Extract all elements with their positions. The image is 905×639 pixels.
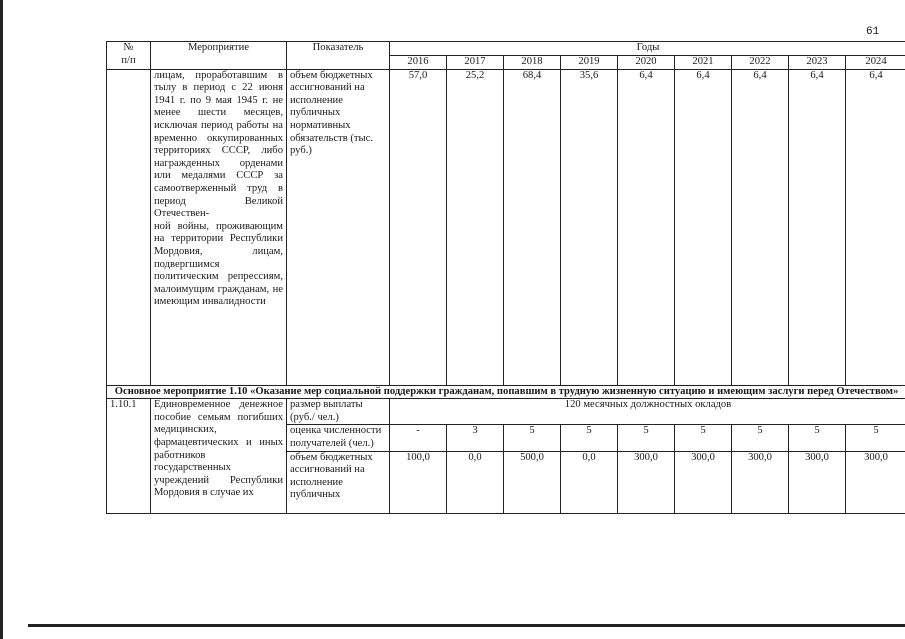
- count-cell: 5: [789, 425, 846, 451]
- year-cell: 2019: [561, 55, 618, 69]
- amount-cell: 300,0: [846, 451, 905, 513]
- row2-indicator-count: оценка численности получателей (чел.): [287, 425, 390, 451]
- count-cell: 5: [618, 425, 675, 451]
- year-cell: 2024: [846, 55, 905, 69]
- count-cell: 5: [504, 425, 561, 451]
- row2-merged-value: 120 месячных должностных окладов: [390, 399, 905, 425]
- year-cell: 2022: [732, 55, 789, 69]
- page-number: 61: [866, 26, 880, 38]
- count-cell: 5: [561, 425, 618, 451]
- count-cell: -: [390, 425, 447, 451]
- year-cell: 2020: [618, 55, 675, 69]
- program-table: [106, 41, 905, 514]
- value-cell: 6,4: [618, 69, 675, 385]
- header-indicator: Показатель: [287, 42, 390, 70]
- count-cell: 5: [675, 425, 732, 451]
- section-title: Основное мероприятие 1.10 «Оказание мер социальной поддержки гражданам, попавшим в трудную жизненную ситуацию и имеющим заслуги перед Отечеством»: [107, 385, 905, 399]
- row2-indicator-budget: объем бюджетных ассигнований на исполнение публичных: [287, 451, 390, 513]
- count-cell: 5: [846, 425, 905, 451]
- row2-activity: Единовременное денежное пособие семьям погибших медицинских, фармацевтических и иных работников государственных учреждений Республики Мордовия в случае их: [151, 399, 287, 513]
- row2-num: 1.10.1: [107, 399, 151, 513]
- count-cell: 3: [447, 425, 504, 451]
- amount-cell: 0,0: [561, 451, 618, 513]
- scan-bottom-edge: [28, 624, 905, 627]
- header-activity: Мероприятие: [151, 42, 287, 70]
- row1-indicator: объем бюджетных ассигнований на исполнение публичных нормативных обязательств (тыс. руб.): [287, 69, 390, 385]
- count-cell: 5: [732, 425, 789, 451]
- value-cell: 68,4: [504, 69, 561, 385]
- value-cell: 35,6: [561, 69, 618, 385]
- table-row: [107, 399, 905, 425]
- amount-cell: 300,0: [732, 451, 789, 513]
- year-cell: 2023: [789, 55, 846, 69]
- header-years: Годы: [390, 42, 905, 56]
- year-cell: 2016: [390, 55, 447, 69]
- row2-indicator-payment: размер выплаты (руб./ чел.): [287, 399, 390, 425]
- value-cell: 6,4: [789, 69, 846, 385]
- amount-cell: 300,0: [789, 451, 846, 513]
- row1-activity: лицам, проработавшим в тылу в период с 22 июня 1941 г. по 9 мая 1945 г. не менее шести месяцев, исключая период работы на временно оккупированных территориях СССР, либо награжденных орденами или медалями СССР за самоотверженный труд в период Великой Отечествен- ной войны, проживающим на территории Республики Мордовия, лицам, подвергшимся политическим репрессиям, малоимущим гражданам, не имеющим инвалидности: [151, 69, 287, 385]
- amount-cell: 0,0: [447, 451, 504, 513]
- amount-cell: 300,0: [618, 451, 675, 513]
- row1-num: [107, 69, 151, 385]
- value-cell: 25,2: [447, 69, 504, 385]
- year-cell: 2018: [504, 55, 561, 69]
- value-cell: 6,4: [675, 69, 732, 385]
- amount-cell: 500,0: [504, 451, 561, 513]
- year-cell: 2017: [447, 55, 504, 69]
- scan-left-edge: [0, 0, 3, 639]
- year-cell: 2021: [675, 55, 732, 69]
- header-row: [107, 42, 905, 56]
- amount-cell: 300,0: [675, 451, 732, 513]
- value-cell: 57,0: [390, 69, 447, 385]
- section-row: [107, 385, 905, 399]
- amount-cell: 100,0: [390, 451, 447, 513]
- value-cell: 6,4: [732, 69, 789, 385]
- header-num: № п/п: [107, 42, 151, 70]
- table-row: [107, 69, 905, 385]
- value-cell: 6,4: [846, 69, 905, 385]
